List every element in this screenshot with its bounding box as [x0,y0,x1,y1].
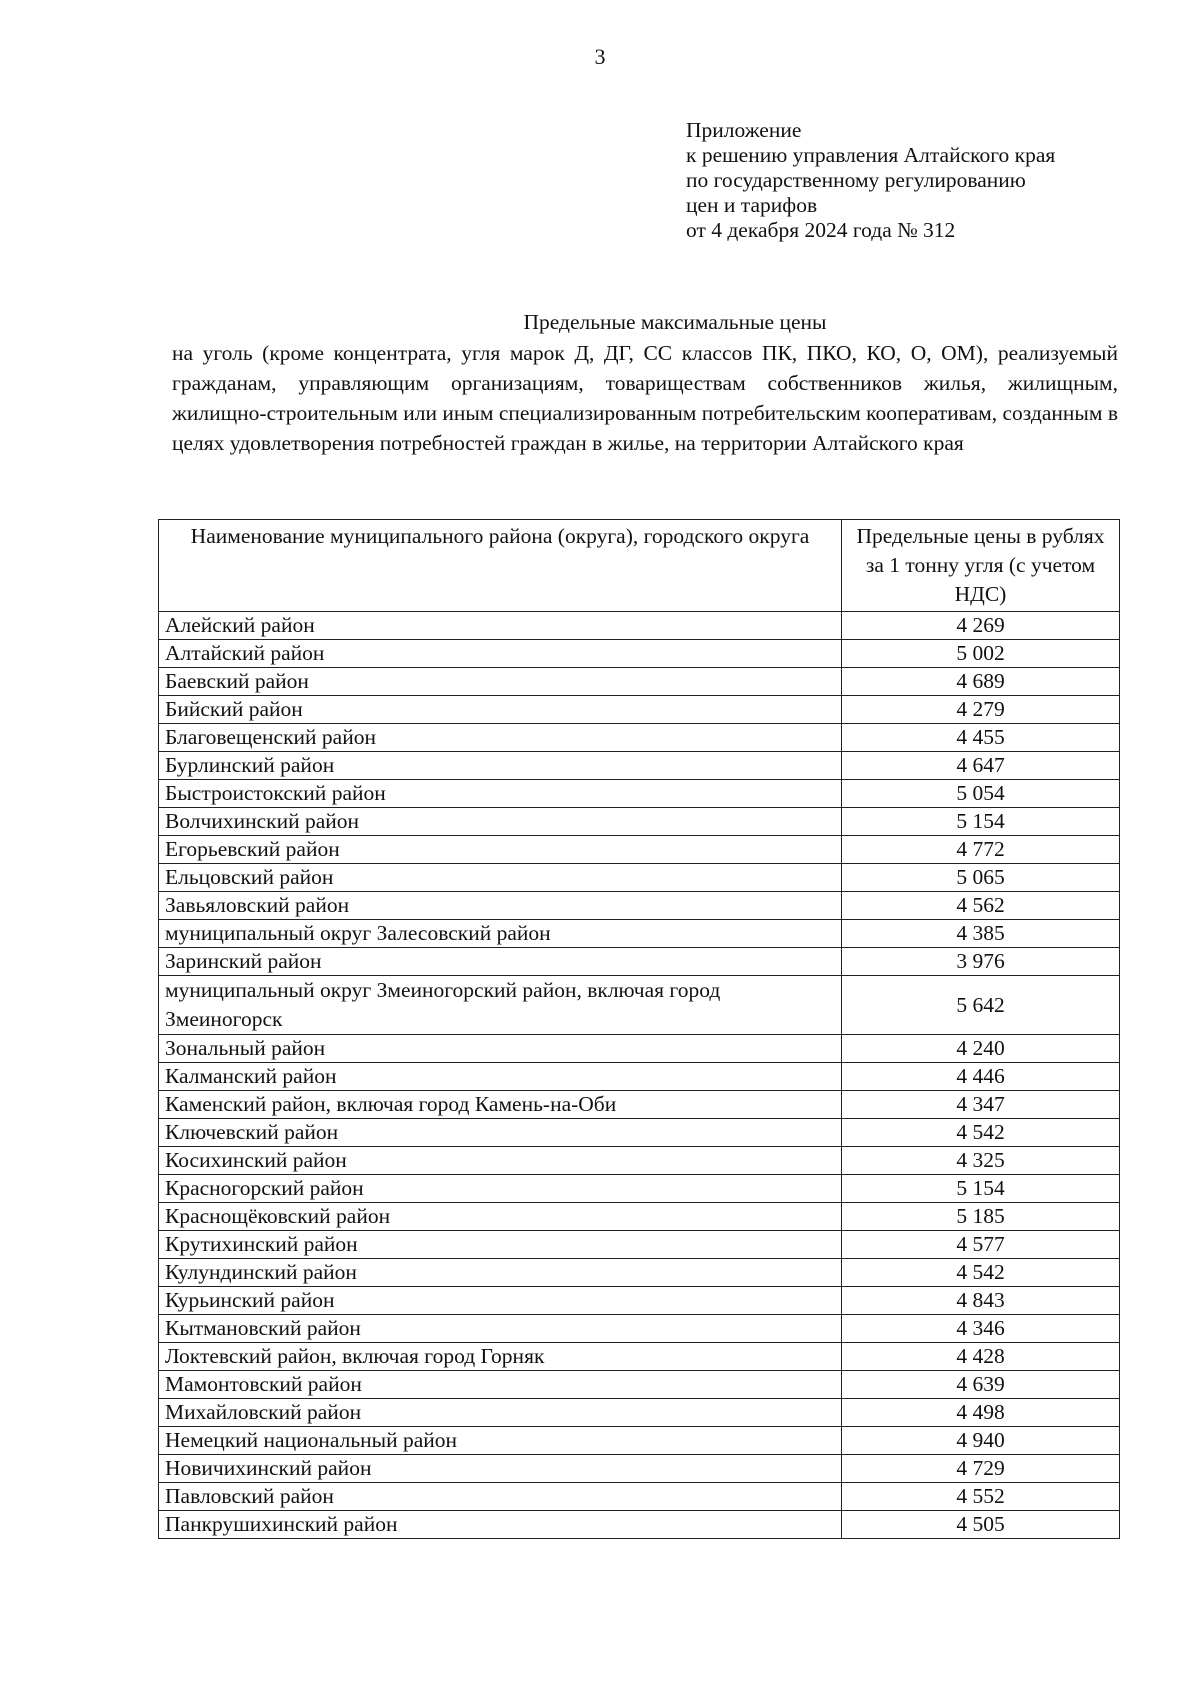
price-value: 4 269 [842,612,1120,640]
price-value: 4 843 [842,1287,1120,1315]
district-name: Алтайский район [159,640,842,668]
price-value: 5 642 [842,976,1120,1035]
district-name: муниципальный округ Залесовский район [159,920,842,948]
district-name: Калманский район [159,1063,842,1091]
price-value: 4 455 [842,724,1120,752]
district-name: Заринский район [159,948,842,976]
price-value: 3 976 [842,948,1120,976]
appendix-line: по государственному регулированию [686,168,1026,192]
price-value: 5 054 [842,780,1120,808]
table-row [159,1399,1120,1427]
price-value: 5 154 [842,808,1120,836]
district-name: Красногорский район [159,1175,842,1203]
district-name: Кулундинский район [159,1259,842,1287]
price-value: 4 505 [842,1511,1120,1539]
appendix-line: от 4 декабря 2024 года № 312 [686,218,956,242]
price-value: 5 154 [842,1175,1120,1203]
district-name: Зональный район [159,1035,842,1063]
table-row [159,1287,1120,1315]
table-row [159,1315,1120,1343]
district-name: Благовещенский район [159,724,842,752]
price-value: 4 647 [842,752,1120,780]
district-name: Быстроистокский район [159,780,842,808]
district-name: Мамонтовский район [159,1371,842,1399]
table-row [159,1259,1120,1287]
table-row [159,808,1120,836]
price-value: 4 498 [842,1399,1120,1427]
appendix-line: к решению управления Алтайского края [686,143,1056,167]
price-value: 4 577 [842,1231,1120,1259]
price-value: 4 542 [842,1259,1120,1287]
district-name: Завьяловский район [159,892,842,920]
table-row [159,1147,1120,1175]
appendix-line: Приложение [686,118,802,142]
district-name: Локтевский район, включая город Горняк [159,1343,842,1371]
district-name: Крутихинский район [159,1231,842,1259]
document-title: Предельные максимальные цены [523,310,827,334]
price-value: 4 428 [842,1343,1120,1371]
price-value: 4 542 [842,1119,1120,1147]
price-value: 4 446 [842,1063,1120,1091]
price-table [158,519,1120,1539]
appendix-block [686,118,1055,243]
header-price: Предельные цены в рублях за 1 тонну угля (с учетом НДС) [842,520,1120,612]
price-value: 4 639 [842,1371,1120,1399]
table-row [159,1119,1120,1147]
table-row [159,640,1120,668]
page-number: 3 [594,44,606,69]
price-value: 4 562 [842,892,1120,920]
price-value: 4 279 [842,696,1120,724]
district-name: Волчихинский район [159,808,842,836]
price-value: 4 325 [842,1147,1120,1175]
price-value: 4 346 [842,1315,1120,1343]
district-name: Ключевский район [159,1119,842,1147]
district-name: Бурлинский район [159,752,842,780]
table-row [159,1231,1120,1259]
district-name: Михайловский район [159,1399,842,1427]
district-name: Павловский район [159,1483,842,1511]
district-name: муниципальный округ Змеиногорский район, включая город Змеиногорск [159,976,842,1035]
district-name: Каменский район, включая город Камень-на-Оби [159,1091,842,1119]
header-district: Наименование муниципального района (округа), городского округа [159,520,842,612]
price-value: 4 689 [842,668,1120,696]
district-name: Панкрушихинский район [159,1511,842,1539]
table-row [159,1091,1120,1119]
table-row [159,1063,1120,1091]
district-name: Косихинский район [159,1147,842,1175]
district-name: Алейский район [159,612,842,640]
table-row [159,1175,1120,1203]
district-name: Кытмановский район [159,1315,842,1343]
price-value: 4 385 [842,920,1120,948]
table-row [159,836,1120,864]
table-body [159,612,1120,1539]
table-row [159,696,1120,724]
table-row [159,724,1120,752]
table-row [159,1427,1120,1455]
table-row [159,1511,1120,1539]
district-name: Егорьевский район [159,836,842,864]
table-row [159,1203,1120,1231]
document-subtitle: на уголь (кроме концентрата, угля марок Д, ДГ, СС классов ПК, ПКО, КО, О, ОМ), реализуемый гражданам, управляющим организациям, товариществам собственников жилья, жилищным, жилищно-строительным или иным специализированным потребительским кооперативам, созданным в целях удовлетворения потребностей граждан в жилье, на территории Алтайского края [172,341,1118,455]
district-name: Новичихинский район [159,1455,842,1483]
table-row [159,948,1120,976]
price-value: 4 347 [842,1091,1120,1119]
table-row [159,780,1120,808]
district-name: Курьинский район [159,1287,842,1315]
district-name: Немецкий национальный район [159,1427,842,1455]
price-value: 4 240 [842,1035,1120,1063]
table-row [159,1483,1120,1511]
table-row [159,892,1120,920]
price-value: 4 772 [842,836,1120,864]
price-value: 4 729 [842,1455,1120,1483]
table-row [159,752,1120,780]
district-name: Краснощёковский район [159,1203,842,1231]
table-row [159,1035,1120,1063]
table-row [159,976,1120,1035]
table-row [159,1343,1120,1371]
price-value: 5 185 [842,1203,1120,1231]
district-name: Ельцовский район [159,864,842,892]
table-row [159,1455,1120,1483]
table-row [159,864,1120,892]
table-row [159,1371,1120,1399]
price-value: 5 002 [842,640,1120,668]
table-row [159,920,1120,948]
table-header-row [159,520,1120,612]
price-value: 5 065 [842,864,1120,892]
table-row [159,612,1120,640]
district-name: Баевский район [159,668,842,696]
district-name: Бийский район [159,696,842,724]
appendix-line: цен и тарифов [686,193,818,217]
price-value: 4 940 [842,1427,1120,1455]
table-row [159,668,1120,696]
price-value: 4 552 [842,1483,1120,1511]
